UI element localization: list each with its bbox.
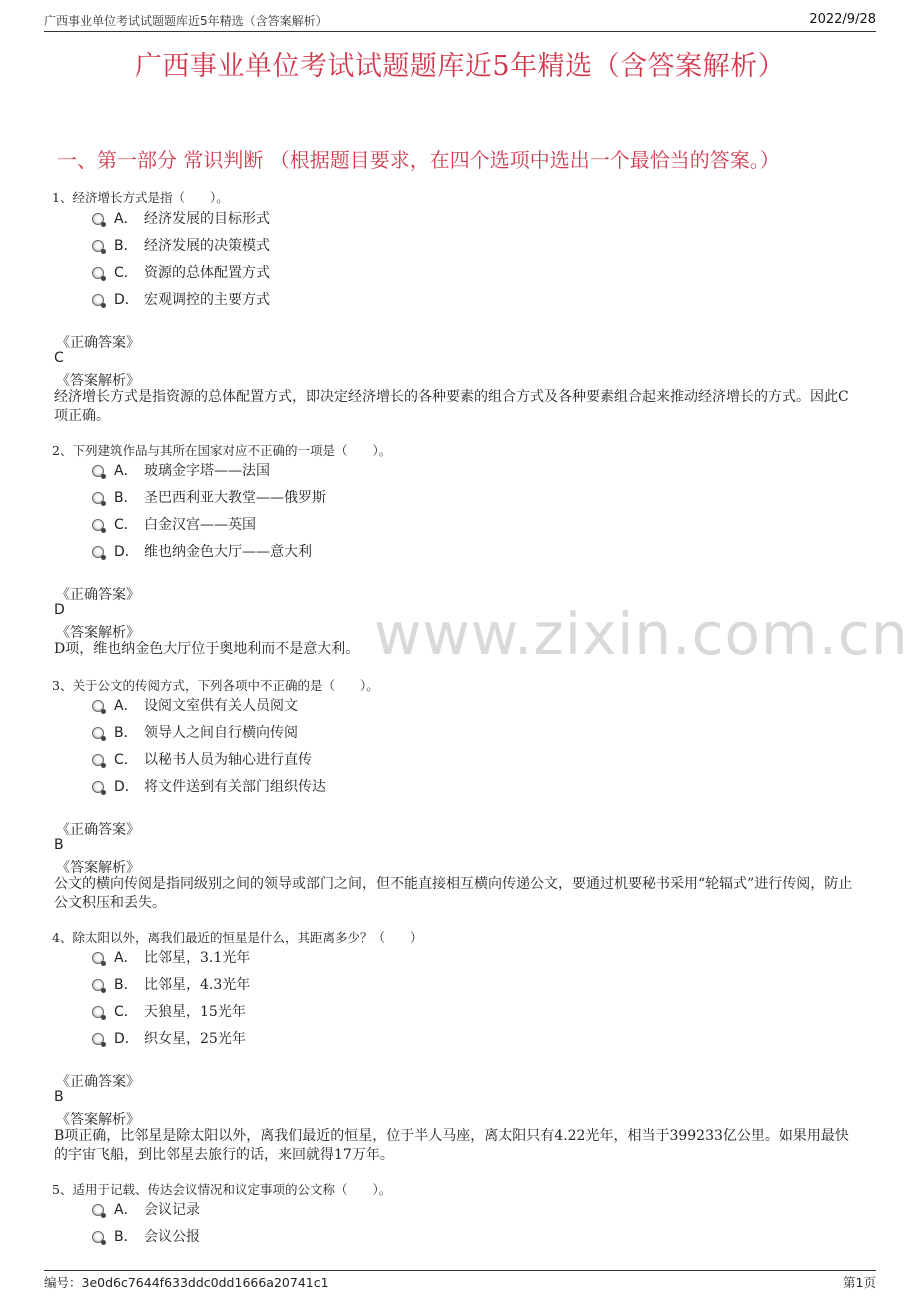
header-doc-title: 广西事业单位考试试题题库近5年精选（含答案解析） <box>44 14 328 28</box>
question-text: 3、关于公文的传阅方式，下列各项中不正确的是（ ）。 <box>52 678 379 693</box>
answer-value: C <box>54 350 64 366</box>
answer-label: 《正确答案》 <box>56 335 140 351</box>
option-letter: D． <box>114 779 139 795</box>
option-text: 维也纳金色大厅——意大利 <box>144 544 312 560</box>
radio-icon[interactable] <box>92 519 104 531</box>
radio-icon[interactable] <box>92 267 104 279</box>
document-code: 编号：3e0d6c7644f633ddc0dd1666a20741c1 <box>44 1275 329 1290</box>
explanation-label: 《答案解析》 <box>56 1112 140 1128</box>
radio-icon[interactable] <box>92 754 104 766</box>
answer-value: D <box>54 602 65 618</box>
option-text: 比邻星，4.3光年 <box>144 977 251 993</box>
option-text: 白金汉宫——英国 <box>144 517 256 533</box>
option-text: 将文件送到有关部门组织传达 <box>144 779 326 795</box>
explanation-label: 《答案解析》 <box>56 373 140 389</box>
option-text: 圣巴西利亚大教堂——俄罗斯 <box>144 490 326 506</box>
answer-value: B <box>54 1089 64 1105</box>
option-letter: B． <box>114 977 138 993</box>
section-title: 一、第一部分 常识判断 （根据题目要求，在四个选项中选出一个最恰当的答案。） <box>57 148 780 172</box>
option-text: 天狼星，15光年 <box>144 1004 246 1020</box>
option-text: 设阅文室供有关人员阅文 <box>144 698 298 714</box>
radio-icon[interactable] <box>92 546 104 558</box>
radio-icon[interactable] <box>92 1204 104 1216</box>
radio-icon[interactable] <box>92 1006 104 1018</box>
question-text: 1、经济增长方式是指（ ）。 <box>52 190 229 205</box>
radio-icon[interactable] <box>92 465 104 477</box>
answer-label: 《正确答案》 <box>56 587 140 603</box>
option-text: 经济发展的决策模式 <box>144 238 270 254</box>
document-title: 广西事业单位考试试题题库近5年精选（含答案解析） <box>134 51 786 82</box>
option-letter: B． <box>114 490 138 506</box>
radio-icon[interactable] <box>92 781 104 793</box>
option-letter: A． <box>114 463 138 479</box>
option-text: 玻璃金字塔——法国 <box>144 463 270 479</box>
option-letter: B． <box>114 725 138 741</box>
explanation-text: D项，维也纳金色大厅位于奥地利而不是意大利。 <box>54 641 360 657</box>
page-footer <box>44 1270 876 1292</box>
question-text: 2、下列建筑作品与其所在国家对应不正确的一项是（ ）。 <box>52 443 392 458</box>
option-text: 比邻星，3.1光年 <box>144 950 251 966</box>
explanation-label: 《答案解析》 <box>56 625 140 641</box>
question-text: 5、适用于记载、传达会议情况和议定事项的公文称（ ）。 <box>52 1182 392 1197</box>
explanation-label: 《答案解析》 <box>56 860 140 876</box>
watermark: www.zixin.com.cn <box>374 600 909 668</box>
option-letter: B． <box>114 238 138 254</box>
option-letter: A． <box>114 698 138 714</box>
option-letter: C． <box>114 752 138 768</box>
option-text: 宏观调控的主要方式 <box>144 292 270 308</box>
header-date: 2022/9/28 <box>809 12 876 27</box>
answer-label: 《正确答案》 <box>56 822 140 838</box>
option-letter: C． <box>114 265 138 281</box>
option-text: 经济发展的目标形式 <box>144 211 270 227</box>
option-text: 会议公报 <box>144 1229 200 1245</box>
radio-icon[interactable] <box>92 700 104 712</box>
option-text: 资源的总体配置方式 <box>144 265 270 281</box>
radio-icon[interactable] <box>92 492 104 504</box>
option-text: 织女星，25光年 <box>144 1031 246 1047</box>
radio-icon[interactable] <box>92 979 104 991</box>
option-text: 以秘书人员为轴心进行直传 <box>144 752 312 768</box>
option-text: 领导人之间自行横向传阅 <box>144 725 298 741</box>
option-letter: B． <box>114 1229 138 1245</box>
option-text: 会议记录 <box>144 1202 200 1218</box>
option-letter: A． <box>114 211 138 227</box>
radio-icon[interactable] <box>92 1033 104 1045</box>
page-header <box>44 12 876 32</box>
option-letter: C． <box>114 517 138 533</box>
radio-icon[interactable] <box>92 213 104 225</box>
radio-icon[interactable] <box>92 952 104 964</box>
option-letter: D． <box>114 544 139 560</box>
option-letter: A． <box>114 1202 138 1218</box>
answer-label: 《正确答案》 <box>56 1074 140 1090</box>
explanation-text: B项正确，比邻星是除太阳以外，离我们最近的恒星，位于半人马座，离太阳只有4.22光年，相当于399233亿公里。如果用最快的宇宙飞船，到比邻星去旅行的话，来回就得17万年。 <box>54 1128 849 1163</box>
explanation-text: 公文的横向传阅是指同级别之间的领导或部门之间，但不能直接相互横向传递公文，要通过机要秘书采用“轮辐式”进行传阅，防止公文积压和丢失。 <box>54 876 853 911</box>
option-letter: A． <box>114 950 138 966</box>
radio-icon[interactable] <box>92 1231 104 1243</box>
explanation-text: 经济增长方式是指资源的总体配置方式，即决定经济增长的各种要素的组合方式及各种要素组合起来推动经济增长的方式。因此C项正确。 <box>54 389 849 424</box>
radio-icon[interactable] <box>92 240 104 252</box>
radio-icon[interactable] <box>92 727 104 739</box>
question-text: 4、除太阳以外，离我们最近的恒星是什么，其距离多少？（ ） <box>52 930 423 945</box>
radio-icon[interactable] <box>92 294 104 306</box>
option-letter: D． <box>114 1031 139 1047</box>
option-letter: C． <box>114 1004 138 1020</box>
page-number: 第1页 <box>843 1275 876 1290</box>
answer-value: B <box>54 837 64 853</box>
option-letter: D． <box>114 292 139 308</box>
